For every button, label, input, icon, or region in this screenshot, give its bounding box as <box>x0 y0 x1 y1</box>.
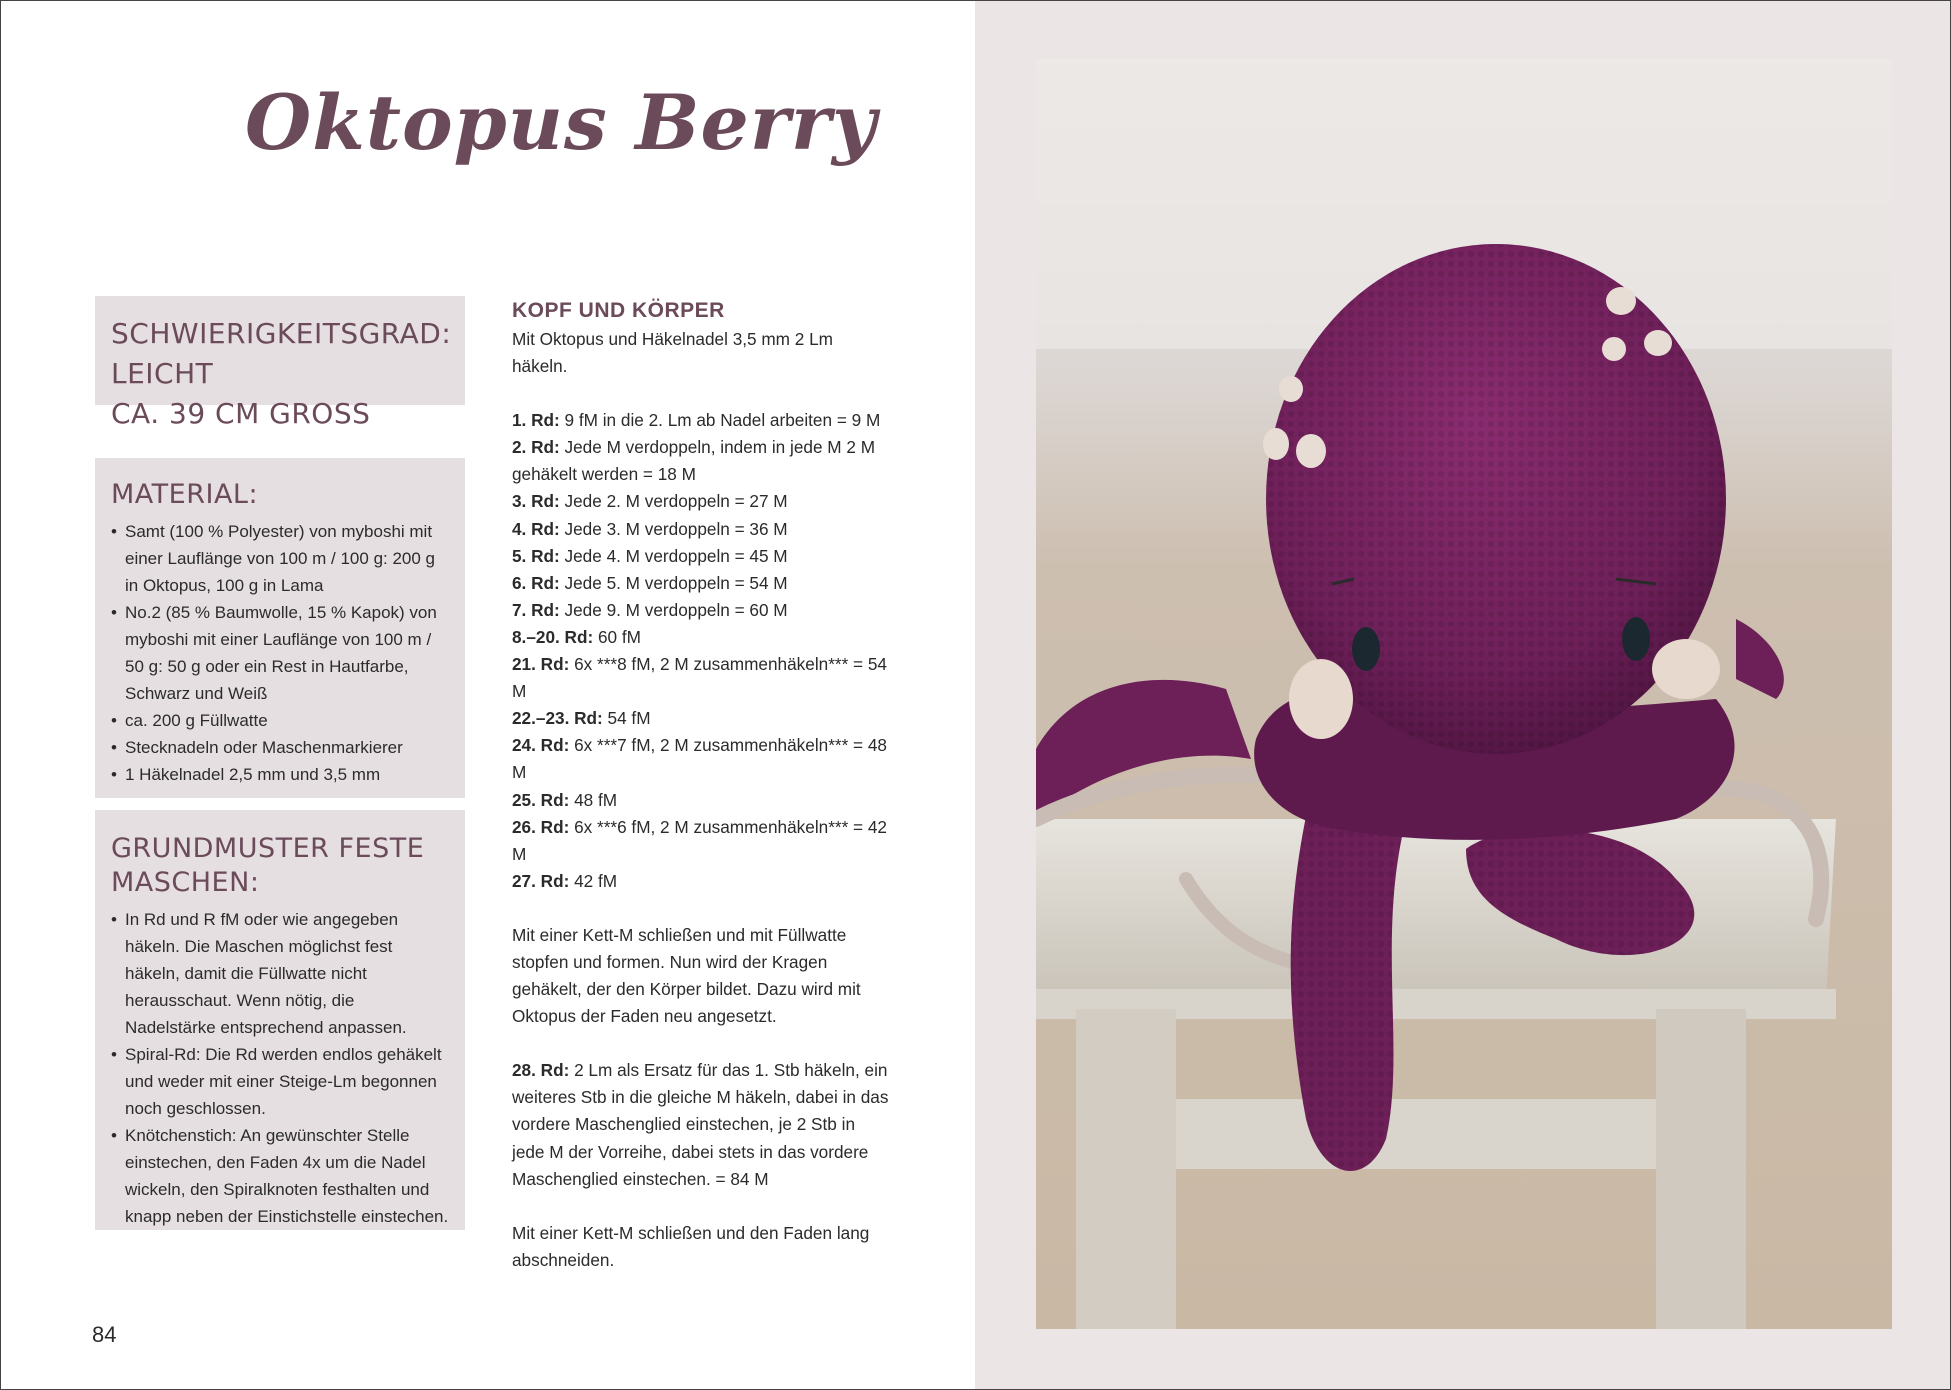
french-knot-dot <box>1602 337 1626 361</box>
round-row <box>512 543 892 570</box>
difficulty-box <box>95 296 465 430</box>
intro-text: Mit Oktopus und Häkelnadel 3,5 mm 2 Lm häkeln. <box>512 329 833 377</box>
round-row <box>512 407 892 434</box>
round-text: Jede 4. M verdoppeln = 45 M <box>559 545 788 566</box>
round-label: 28. Rd: <box>512 1060 570 1081</box>
octopus-photo <box>1036 59 1892 1329</box>
pattern-list <box>111 906 449 1230</box>
round-label: 21. Rd: <box>512 654 570 675</box>
pattern-box <box>95 810 465 1230</box>
stool-top <box>1036 819 1836 999</box>
list-item: • 1 Häkelnadel 2,5 mm und 3,5 mm <box>111 761 449 788</box>
round-row <box>512 597 892 624</box>
round-text: Jede 3. M verdoppeln = 36 M <box>559 518 788 539</box>
round-text: 9 fM in die 2. Lm ab Nadel arbeiten = 9 M <box>559 410 881 431</box>
round-row <box>512 651 892 705</box>
round-label: 26. Rd: <box>512 816 570 837</box>
round-row <box>512 868 892 895</box>
round-label: 3. Rd: <box>512 491 560 512</box>
french-knot-dot <box>1644 330 1672 356</box>
round-label: 27. Rd: <box>512 870 570 891</box>
round-text: 48 fM <box>569 789 618 810</box>
size-info: CA. 39 CM GROSS <box>111 397 371 430</box>
french-knot-dot <box>1296 434 1326 468</box>
round-row <box>512 570 892 597</box>
page-number: 84 <box>92 1322 117 1347</box>
round-text: Jede 5. M verdoppeln = 54 M <box>559 572 788 593</box>
round-row <box>512 705 892 732</box>
french-knot-dot <box>1279 376 1303 402</box>
round-text: Jede 9. M verdoppeln = 60 M <box>559 599 788 620</box>
list-item: • Stecknadeln oder Maschenmarkierer <box>111 734 449 761</box>
round-row <box>512 814 892 868</box>
round-row <box>512 1057 892 1192</box>
round-label: 22.–23. Rd: <box>512 708 603 729</box>
round-text: 42 fM <box>569 870 618 891</box>
round-label: 24. Rd: <box>512 735 570 756</box>
round-text: Jede 2. M verdoppeln = 27 M <box>559 491 788 512</box>
french-knot-dot <box>1263 428 1289 460</box>
round-row <box>512 516 892 543</box>
stool-leg-left <box>1076 1009 1176 1329</box>
closing-text: Mit einer Kett-M schließen und den Faden lang abschneiden. <box>512 1222 870 1270</box>
round-label: 8.–20. Rd: <box>512 626 594 647</box>
stool-leg-right <box>1656 1009 1746 1329</box>
round-label: 7. Rd: <box>512 599 560 620</box>
round-text: 2 Lm als Ersatz für das 1. Stb häkeln, ein weiteres Stb in die gleiche M häkeln, dabei in das vordere Maschenglied einstechen, je 2 Stb in jede M der Vorreihe, dabei stets in das vordere Maschenglied einstechen. = 84 M <box>512 1060 889 1189</box>
eye-right <box>1622 617 1650 661</box>
material-box <box>95 458 465 798</box>
list-item: • ca. 200 g Füllwatte <box>111 707 449 734</box>
round-text: 6x ***8 fM, 2 M zusammenhäkeln*** = 54 M <box>512 654 887 702</box>
page-title: Oktopus Berry <box>245 78 878 167</box>
round-list <box>512 407 892 895</box>
round-row <box>512 624 892 651</box>
french-knot-dot <box>1606 287 1636 315</box>
octopus-illustration <box>1036 59 1892 1329</box>
round-row <box>512 732 892 786</box>
pattern-heading: GRUNDMUSTER FESTE MASCHEN: <box>111 833 425 898</box>
section-heading: KOPF UND KÖRPER <box>512 299 725 322</box>
round-label: 25. Rd: <box>512 789 570 810</box>
round-text: 6x ***7 fM, 2 M zusammenhäkeln*** = 48 M <box>512 735 887 783</box>
eye-left <box>1352 627 1380 671</box>
round-row <box>512 787 892 814</box>
stool-crossbar <box>1176 1099 1656 1169</box>
round-label: 5. Rd: <box>512 545 560 566</box>
round-text: Jede M verdoppeln, indem in jede M 2 M gehäkelt werden = 18 M <box>512 437 876 485</box>
list-item: • In Rd und R fM oder wie angegeben häkeln. Die Maschen möglichst fest häkeln, damit die Füllwatte nicht herausschaut. Wenn nötig, die Nadelstärke entsprechend anpassen. <box>111 906 449 1041</box>
instructions-column <box>512 296 892 1274</box>
round-row <box>512 434 892 488</box>
round-text: 60 fM <box>593 626 641 647</box>
list-item: • Spiral-Rd: Die Rd werden endlos gehäkelt und weder mit einer Steige-Lm begonnen noch geschlossen. <box>111 1041 449 1122</box>
round-label: 2. Rd: <box>512 437 560 458</box>
round-text: 6x ***6 fM, 2 M zusammenhäkeln*** = 42 M <box>512 816 887 864</box>
material-list <box>111 518 449 788</box>
material-heading: MATERIAL: <box>111 479 259 510</box>
stuffing-text: Mit einer Kett-M schließen und mit Füllwatte stopfen und formen. Nun wird der Kragen gehäkelt, der den Körper bildet. Dazu wird mit Oktopus der Faden neu angesetzt. <box>512 924 861 1027</box>
cheek-right <box>1652 639 1720 699</box>
cheek-left <box>1289 659 1353 739</box>
round-label: 4. Rd: <box>512 518 560 539</box>
list-item: • No.2 (85 % Baumwolle, 15 % Kapok) von myboshi mit einer Lauflänge von 100 m / 50 g: 50 g oder ein Rest in Hautfarbe, Schwarz und Weiß <box>111 599 449 707</box>
round-label: 6. Rd: <box>512 572 560 593</box>
round-row <box>512 488 892 515</box>
round-label: 1. Rd: <box>512 410 560 431</box>
list-item: • Knötchenstich: An gewünschter Stelle einstechen, den Faden 4x um die Nadel wickeln, den Spiralknoten festhalten und knapp neben der Einstichstelle einstechen. <box>111 1122 449 1230</box>
round-text: 54 fM <box>602 708 651 729</box>
difficulty-level: SCHWIERIGKEITSGRAD: LEICHT <box>111 317 452 390</box>
list-item: • Samt (100 % Polyester) von myboshi mit einer Lauflänge von 100 m / 100 g: 200 g in Oktopus, 100 g in Lama <box>111 518 449 599</box>
